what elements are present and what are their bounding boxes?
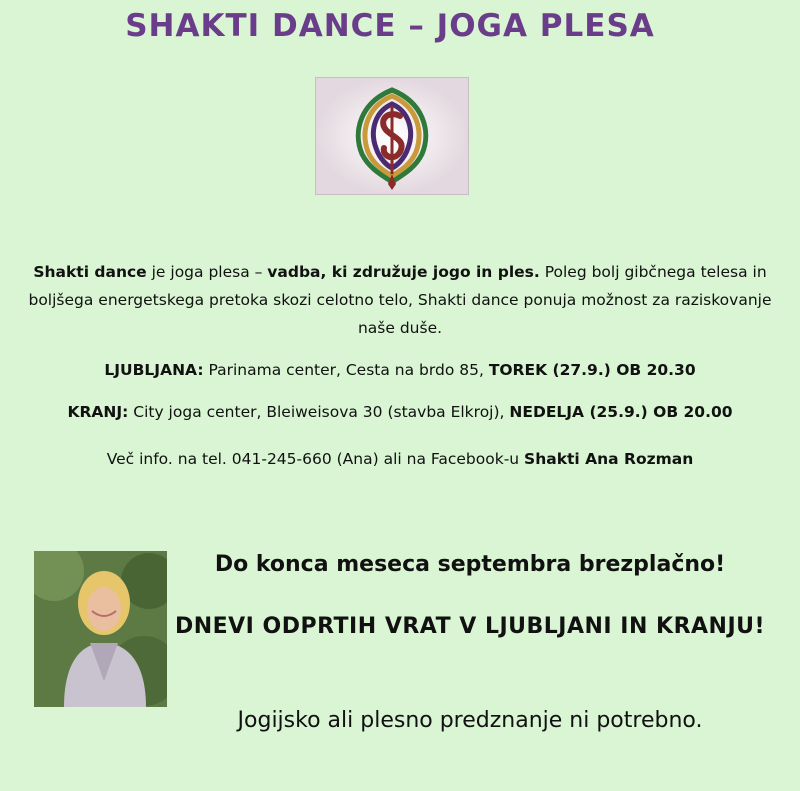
promo-no-prerequisites: Jogijsko ali plesno predznanje ni potrebno. — [237, 708, 703, 733]
kranj-line — [22, 398, 778, 426]
page-title: SHAKTI DANCE – JOGA PLESA — [125, 8, 655, 44]
kranj-when: NEDELJA (25.9.) OB 20.00 — [509, 403, 733, 421]
intro-rest: Poleg bolj gibčnega telesa in boljšega energetskega pretoka skozi celotno telo, Shakti dance ponuja možnost za raziskovanje naše duše. — [28, 263, 772, 337]
info-text: Več info. na tel. 041-245-660 (Ana) ali na Facebook-u — [106, 450, 525, 468]
kranj-address: City joga center, Bleiweisova 30 (stavba Elkroj), — [128, 403, 510, 421]
intro-lead: Shakti dance — [33, 263, 147, 281]
ljubljana-when: TOREK (27.9.) OB 20.30 — [488, 361, 696, 379]
info-name: Shakti Ana Rozman — [524, 450, 694, 468]
promo-free-text: Do konca meseca septembra brezplačno! — [214, 552, 726, 577]
info-line — [22, 445, 778, 473]
instructor-photo — [34, 551, 167, 707]
intro-part1: je joga plesa – — [146, 263, 268, 281]
promo-open-days: DNEVI ODPRTIH VRAT V LJUBLJANI IN KRANJU! — [174, 614, 766, 639]
intro-emphasis: vadba, ki združuje jogo in ples. — [267, 263, 540, 281]
ljubljana-label: LJUBLJANA: — [104, 361, 204, 379]
kranj-label: KRANJ: — [67, 403, 129, 421]
shakti-spiral-logo-icon — [315, 77, 469, 195]
ljubljana-line — [22, 356, 778, 384]
intro-paragraph — [22, 258, 778, 342]
ljubljana-address: Parinama center, Cesta na brdo 85, — [203, 361, 489, 379]
